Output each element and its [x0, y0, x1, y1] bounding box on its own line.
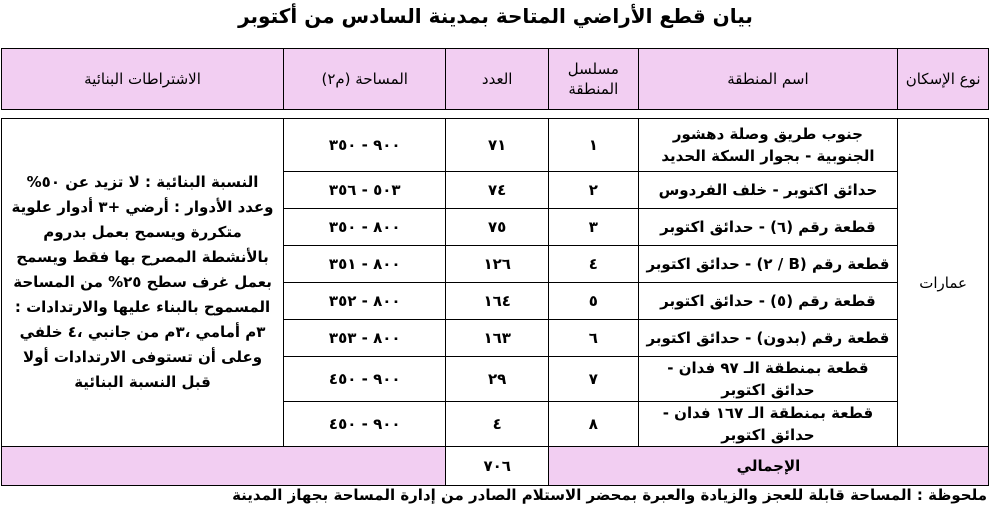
serial-cell: ٢	[548, 172, 638, 209]
total-value: ٧٠٦	[446, 447, 549, 486]
zone-cell: قطعة رقم (٥) - حدائق اكتوبر	[638, 283, 898, 320]
zone-cell: جنوب طريق وصلة دهشور الجنوبية - بجوار السكة الحديد	[638, 119, 898, 172]
count-cell: ١٦٤	[446, 283, 549, 320]
header-zone-serial: مسلسل المنطقة	[548, 49, 638, 110]
serial-cell: ١	[548, 119, 638, 172]
header-row	[2, 49, 989, 110]
count-cell: ٢٩	[446, 357, 549, 402]
zone-cell: قطعة بمنطقة الـ ١٦٧ فدان - حدائق اكتوبر	[638, 402, 898, 447]
total-label: الإجمالي	[548, 447, 988, 486]
serial-cell: ٤	[548, 246, 638, 283]
total-row	[2, 447, 989, 486]
area-cell: ٨٠٠ - ٣٥٣	[284, 320, 446, 357]
conditions-cell: النسبة البنائية : لا تزيد عن ٥٠% وعدد الأدوار : أرضي +٣ أدوار علوية متكررة ويسمح بعمل بدروم بالأنشطة المصرح بها فقط ويسمح بعمل غرف سطح ٢٥% من المساحة المسموح بالبناء عليها والارتدادات : ٣م أمامي ،٣م من جانبي ،٤ خلفي وعلى أن تستوفى الارتدادات أولا قبل النسبة البنائية	[2, 119, 284, 447]
area-cell: ٩٠٠ - ٤٥٠	[284, 357, 446, 402]
zone-cell: قطعة بمنطقة الـ ٩٧ فدان - حدائق اكتوبر	[638, 357, 898, 402]
serial-cell: ٣	[548, 209, 638, 246]
zone-cell: حدائق اكتوبر - خلف الفردوس	[638, 172, 898, 209]
zone-cell: قطعة رقم (بدون) - حدائق اكتوبر	[638, 320, 898, 357]
area-cell: ٥٠٣ - ٣٥٦	[284, 172, 446, 209]
area-cell: ٨٠٠ - ٣٥١	[284, 246, 446, 283]
spacer	[2, 110, 989, 119]
housing-type-cell: عمارات	[898, 119, 989, 447]
serial-cell: ٨	[548, 402, 638, 447]
header-area: المساحة (م٢)	[284, 49, 446, 110]
count-cell: ١٢٦	[446, 246, 549, 283]
header-count: العدد	[446, 49, 549, 110]
zone-cell: قطعة رقم (B / ٢) - حدائق اكتوبر	[638, 246, 898, 283]
header-zone-name: اسم المنطقة	[638, 49, 898, 110]
land-plots-table	[1, 48, 989, 486]
count-cell: ٧٤	[446, 172, 549, 209]
footnote: ملحوظة : المساحة قابلة للعجز والزيادة والعبرة بمحضر الاستلام الصادر من إدارة المساحة بجهاز المدينة	[232, 486, 987, 504]
area-cell: ٩٠٠ - ٤٥٠	[284, 402, 446, 447]
total-empty-cell	[2, 447, 446, 486]
area-cell: ٩٠٠ - ٣٥٠	[284, 119, 446, 172]
header-housing-type: نوع الإسكان	[898, 49, 989, 110]
area-cell: ٨٠٠ - ٣٥٢	[284, 283, 446, 320]
header-conditions: الاشتراطات البنائية	[2, 49, 284, 110]
area-cell: ٨٠٠ - ٣٥٠	[284, 209, 446, 246]
serial-cell: ٧	[548, 357, 638, 402]
page-title: بيان قطع الأراضي المتاحة بمدينة السادس من أكتوبر	[238, 4, 753, 28]
count-cell: ٤	[446, 402, 549, 447]
table-row	[2, 119, 989, 172]
zone-cell: قطعة رقم (٦) - حدائق اكتوبر	[638, 209, 898, 246]
count-cell: ٧١	[446, 119, 549, 172]
serial-cell: ٥	[548, 283, 638, 320]
count-cell: ١٦٣	[446, 320, 549, 357]
count-cell: ٧٥	[446, 209, 549, 246]
serial-cell: ٦	[548, 320, 638, 357]
